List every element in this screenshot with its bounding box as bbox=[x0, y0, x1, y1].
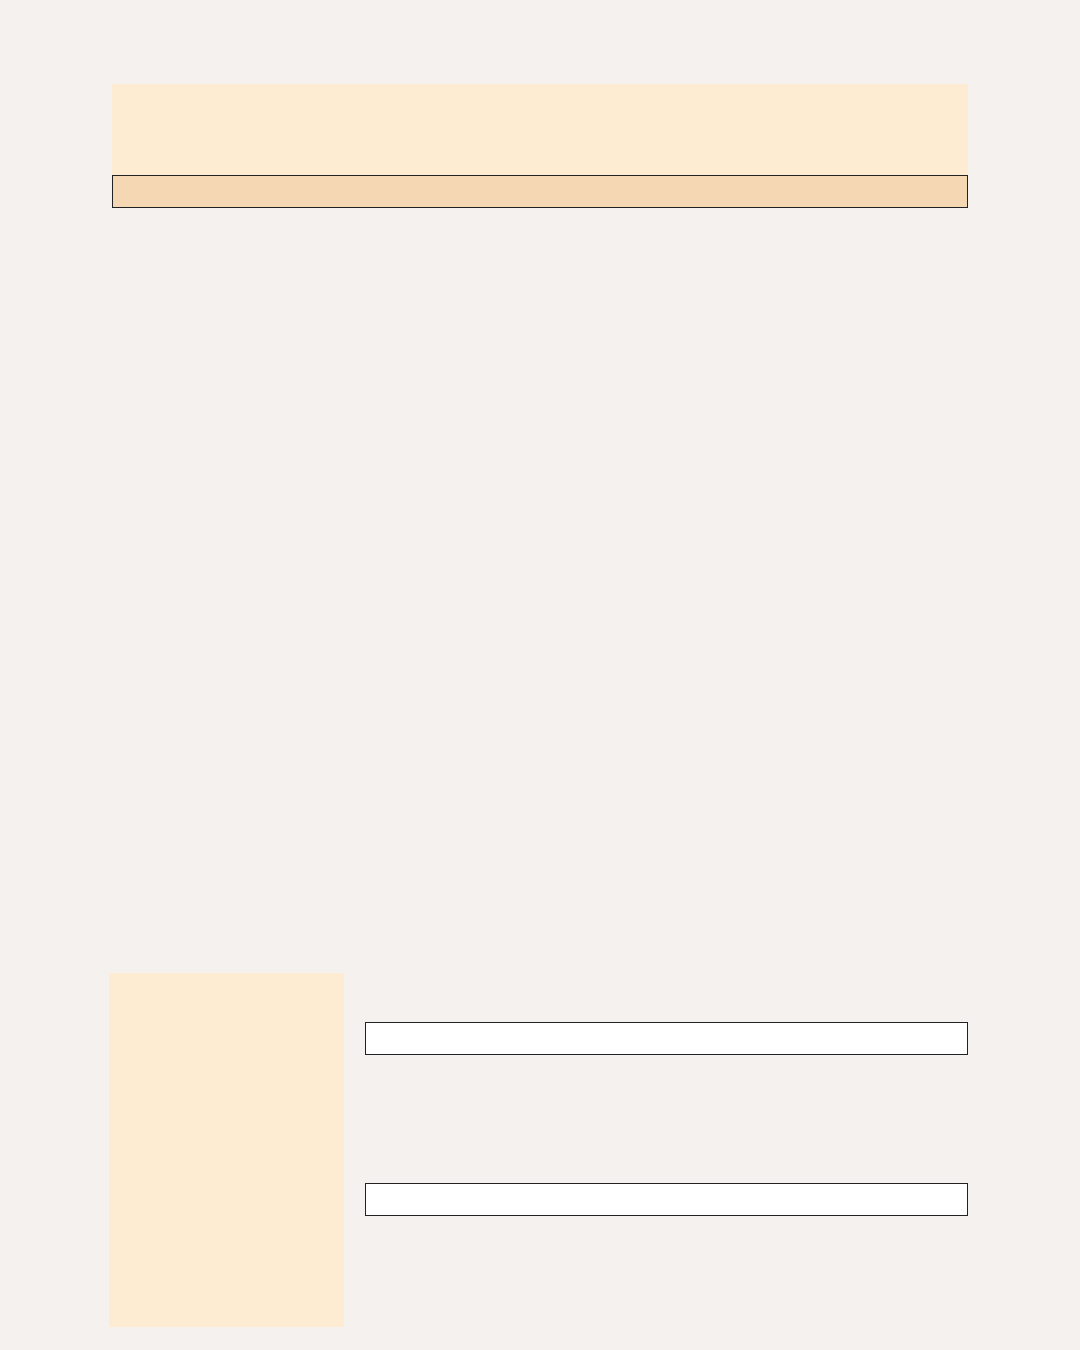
size-guide-table bbox=[112, 84, 968, 382]
letter-size-row bbox=[112, 84, 968, 112]
eu-size-row bbox=[112, 143, 968, 175]
yards-caption bbox=[366, 1023, 968, 1055]
us-size-row bbox=[112, 175, 968, 208]
meters-caption bbox=[366, 1184, 968, 1216]
yards-table bbox=[365, 1022, 968, 1055]
uk-size-row bbox=[112, 112, 968, 143]
suggested-fabrics-panel bbox=[109, 973, 344, 1327]
meters-table bbox=[365, 1183, 968, 1216]
